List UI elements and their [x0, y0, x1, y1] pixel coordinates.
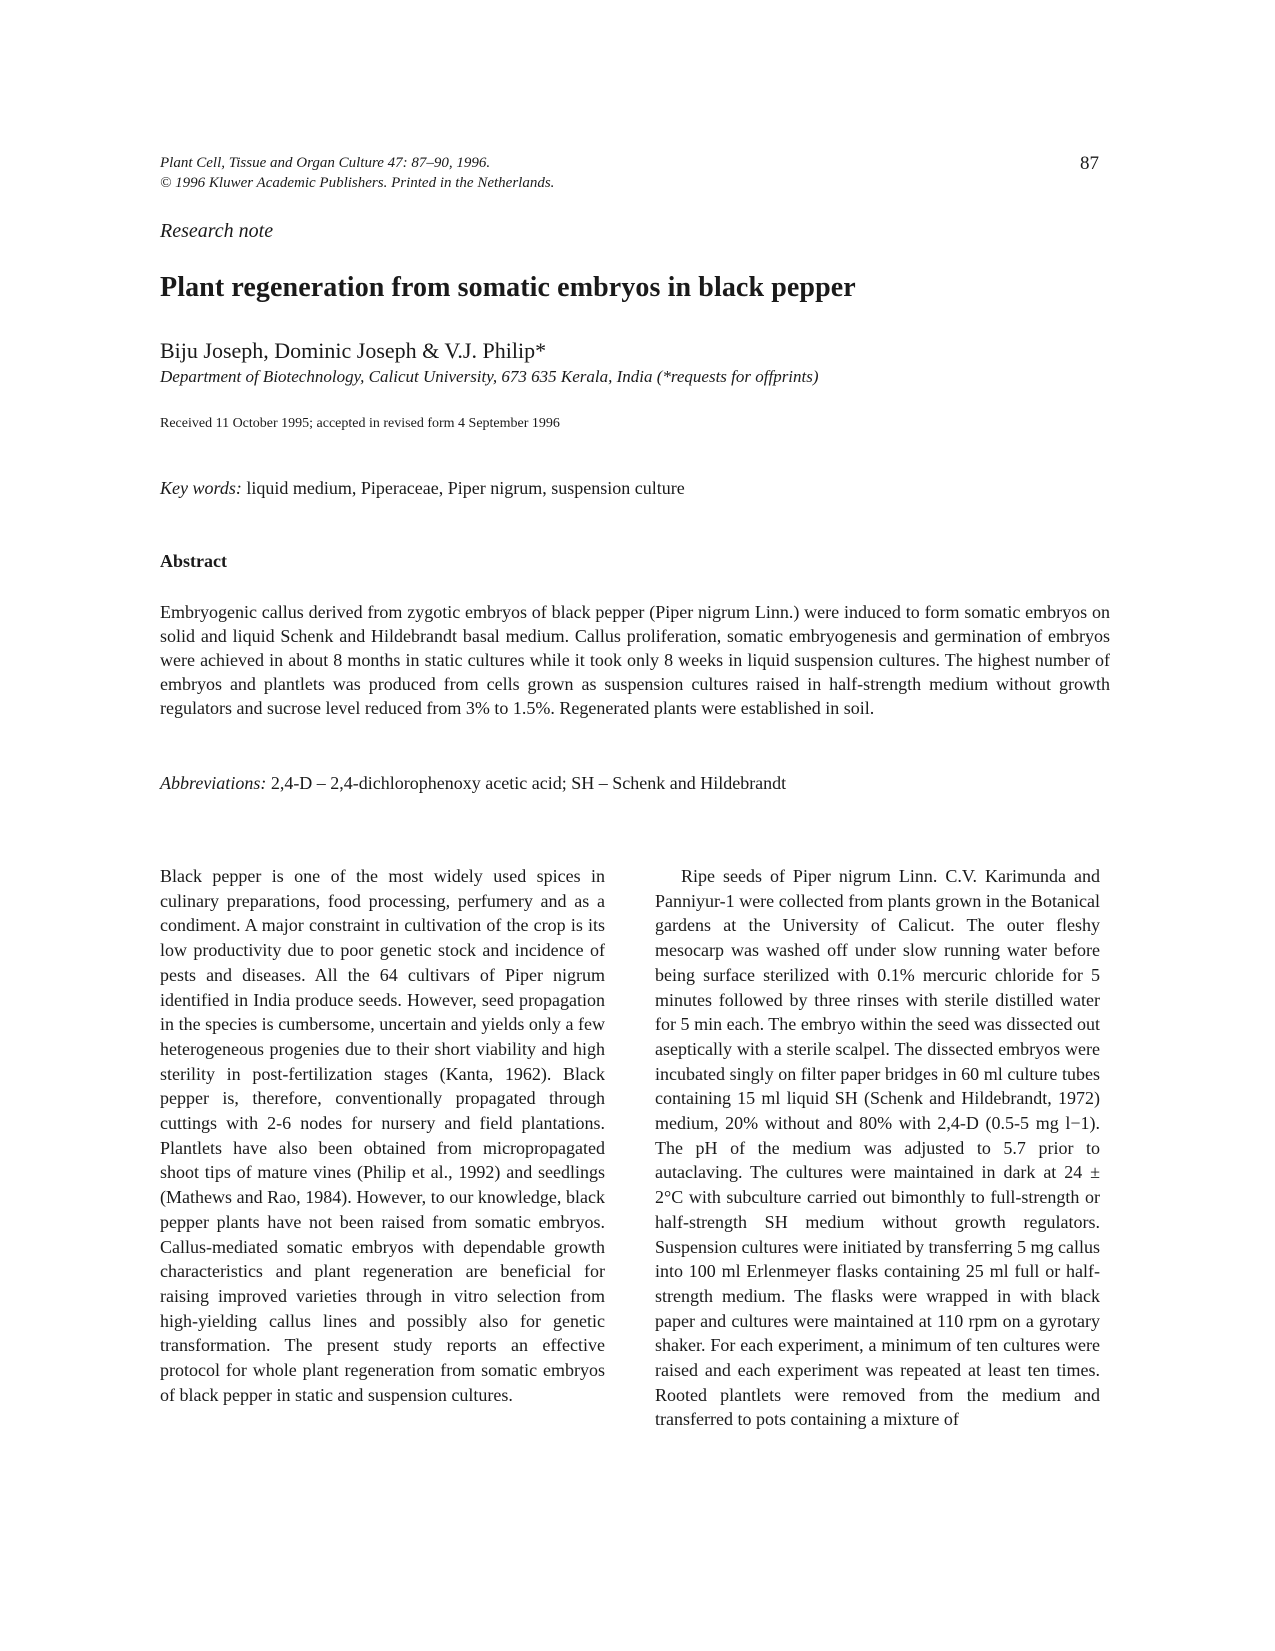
abstract-heading: Abstract [160, 551, 227, 571]
body-right-column [655, 864, 1100, 1432]
journal-citation [160, 153, 554, 193]
body-paragraph: Ripe seeds of Piper nigrum Linn. C.V. Karimunda and Panniyur-1 were collected from plants grown in the Botanical gardens at the University of Calicut. The outer fleshy mesocarp was washed off under slow running water before being surface sterilized with 0.1% mercuric chloride for 5 minutes followed by three rinses with sterile distilled water for 5 min each. The embryo within the seed was dissected out aseptically with a sterile scalpel. The dissected embryos were incubated singly on filter paper bridges in 60 ml culture tubes containing 15 ml liquid SH (Schenk and Hildebrandt, 1972) medium, 20% without and 80% with 2,4-D (0.5-5 mg l−1). The pH of the medium was adjusted to 5.7 prior to autaclaving. The cultures were maintained in dark at 24 ± 2°C with subculture carried out bimonthly to full-strength or half-strength SH medium without growth regulators. Suspension cultures were initiated by transferring 5 mg callus into 100 ml Erlenmeyer flasks containing 25 ml full or half-strength medium. The flasks were wrapped in with black paper and cultures were maintained at 110 rpm on a gyrotary shaker. For each experiment, a minimum of ten cultures were raised and each experiment was repeated at least ten times. Rooted plantlets were removed from the medium and transferred to pots containing a mixture of [655, 866, 1100, 1430]
section-label: Research note [160, 220, 274, 242]
keywords-label: Key words: [160, 478, 242, 498]
keywords [160, 478, 685, 499]
keywords-text: liquid medium, Piperaceae, Piper nigrum, suspension culture [246, 478, 685, 498]
abbreviations-label: Abbreviations: [160, 773, 267, 793]
journal-citation-line: Plant Cell, Tissue and Organ Culture 47: 87–90, 1996. [160, 155, 491, 171]
copyright-line: © 1996 Kluwer Academic Publishers. Printed in the Netherlands. [160, 175, 555, 191]
body-paragraph: Black pepper is one of the most widely used spices in culinary preparations, food processing, perfumery and as a condiment. A major constraint in cultivation of the crop is its low productivity due to poor genetic stock and incidence of pests and diseases. All the 64 cultivars of Piper nigrum identified in India produce seeds. However, seed propagation in the species is cumbersome, uncertain and yields only a few heterogeneous progenies due to their short viability and high sterility in post-fertilization stages (Kanta, 1962). Black pepper is, therefore, conventionally propagated through cuttings with 2-6 nodes for nursery and field plantations. Plantlets have also been obtained from micropropagated shoot tips of mature vines (Philip et al., 1992) and seedlings (Mathews and Rao, 1984). However, to our knowledge, black pepper plants have not been raised from somatic embryos. Callus-mediated somatic embryos with dependable growth characteristics and plant regeneration are beneficial for raising improved varieties through in vitro selection from high-yielding callus lines and possibly also for genetic transformation. The present study reports an effective protocol for whole plant regeneration from somatic embryos of black pepper in static and suspension cultures. [160, 866, 605, 1405]
page-number: 87 [1080, 153, 1099, 174]
abbreviations [160, 773, 786, 794]
body-left-column [160, 864, 605, 1407]
abbreviations-text: 2,4-D – 2,4-dichlorophenoxy acetic acid; SH – Schenk and Hildebrandt [270, 773, 787, 793]
paper-title: Plant regeneration from somatic embryos in black pepper [160, 272, 856, 303]
affiliation: Department of Biotechnology, Calicut University, 673 635 Kerala, India (*requests for offprints) [160, 367, 819, 386]
abstract-text: Embryogenic callus derived from zygotic embryos of black pepper (Piper nigrum Linn.) were induced to form somatic embryos on solid and liquid Schenk and Hildebrandt basal medium. Callus proliferation, somatic embryogenesis and germination of embryos were achieved in about 8 months in static cultures while it took only 8 weeks in liquid suspension cultures. The highest number of embryos and plantlets was produced from cells grown as suspension cultures raised in half-strength medium without growth regulators and sucrose level reduced from 3% to 1.5%. Regenerated plants were established in soil. [160, 602, 1110, 718]
received-dates: Received 11 October 1995; accepted in revised form 4 September 1996 [160, 416, 560, 431]
authors: Biju Joseph, Dominic Joseph & V.J. Philip* [160, 338, 547, 363]
